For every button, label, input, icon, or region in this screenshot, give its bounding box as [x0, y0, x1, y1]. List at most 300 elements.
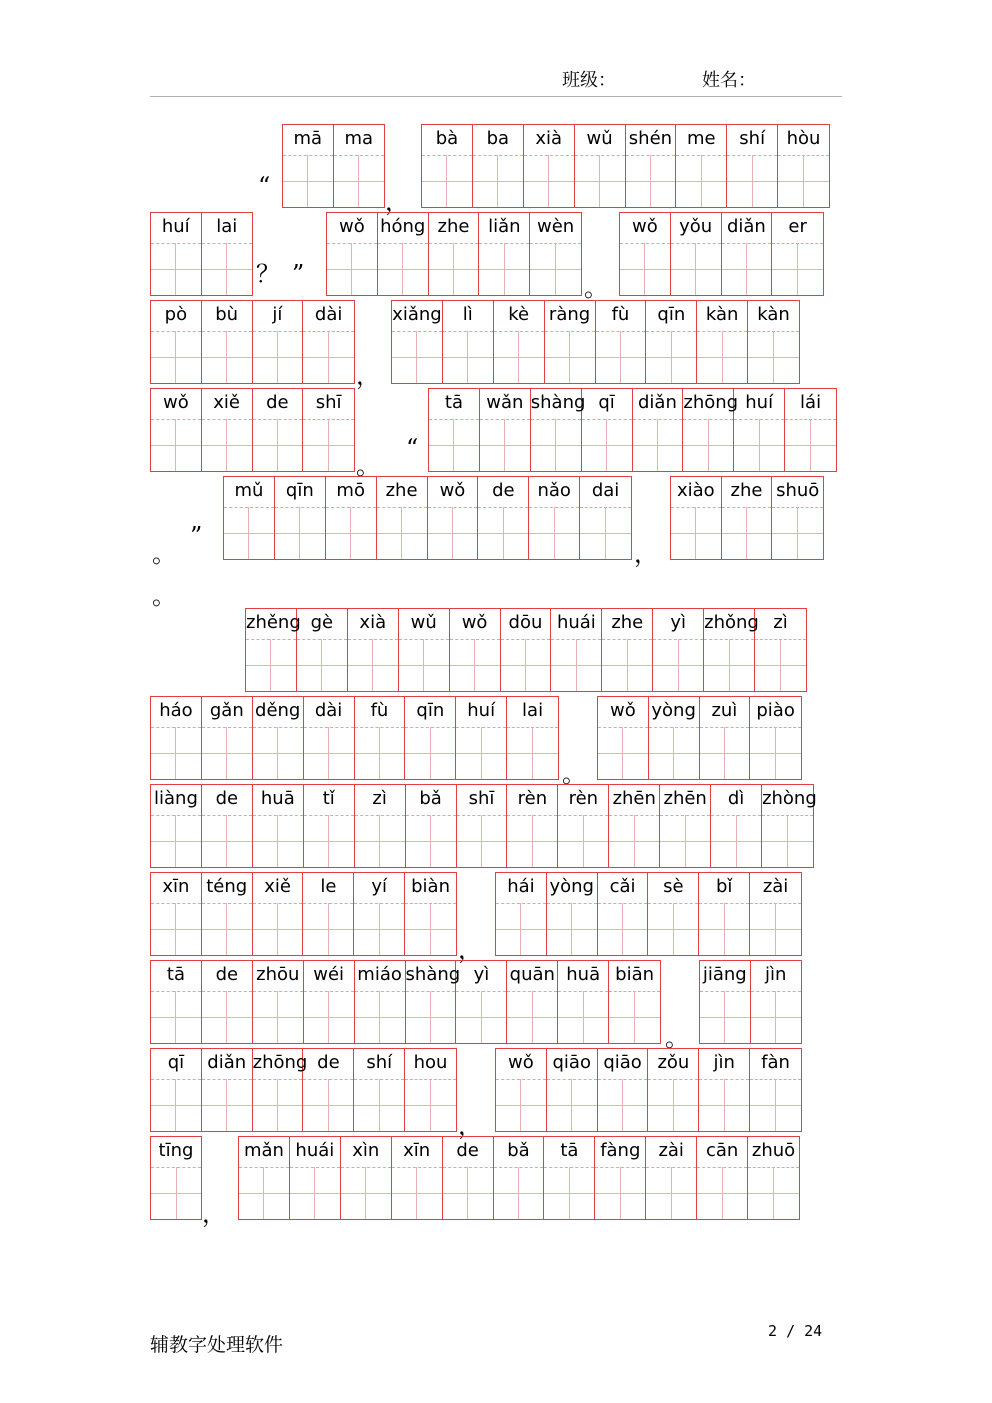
writing-grid-group — [391, 300, 800, 384]
character-cell[interactable] — [304, 697, 355, 779]
tian-zi-writing-box[interactable] — [699, 903, 749, 955]
tian-zi-writing-box[interactable] — [422, 155, 472, 207]
tian-zi-writing-box[interactable] — [547, 903, 597, 955]
character-cell[interactable] — [399, 609, 450, 691]
tian-zi-writing-box[interactable] — [202, 419, 252, 471]
character-cell[interactable] — [327, 213, 378, 295]
character-cell[interactable] — [496, 1049, 547, 1131]
pinyin-label: qiāo — [598, 1049, 648, 1080]
character-cell[interactable] — [558, 961, 609, 1043]
character-cell[interactable] — [722, 477, 773, 559]
tian-zi-writing-box[interactable] — [253, 1079, 303, 1131]
character-cell[interactable] — [751, 961, 802, 1043]
character-cell[interactable] — [609, 785, 660, 867]
character-cell[interactable] — [443, 1137, 494, 1219]
character-cell[interactable] — [239, 1137, 290, 1219]
character-cell[interactable] — [392, 1137, 443, 1219]
tian-zi-writing-box[interactable] — [253, 815, 303, 867]
tian-zi-writing-box[interactable] — [545, 331, 595, 383]
character-cell[interactable] — [355, 785, 406, 867]
tian-zi-writing-box[interactable] — [392, 1167, 442, 1219]
tian-zi-writing-box[interactable] — [671, 507, 721, 559]
character-cell[interactable] — [660, 785, 711, 867]
character-cell[interactable] — [450, 609, 501, 691]
character-cell[interactable] — [253, 389, 304, 471]
character-cell[interactable] — [683, 389, 739, 471]
character-cell[interactable] — [762, 785, 817, 867]
tian-zi-writing-box[interactable] — [457, 815, 507, 867]
writing-grid-group — [150, 784, 817, 868]
pinyin-label: zhěng — [246, 609, 296, 640]
character-cell[interactable] — [734, 389, 785, 471]
tian-zi-writing-box[interactable] — [151, 1079, 201, 1131]
tian-zi-writing-box[interactable] — [649, 727, 699, 779]
tian-zi-writing-box[interactable] — [558, 815, 608, 867]
character-cell[interactable] — [303, 389, 354, 471]
character-cell[interactable] — [355, 961, 406, 1043]
pinyin-label: mō — [326, 477, 376, 508]
character-cell[interactable] — [697, 301, 748, 383]
tian-zi-writing-box[interactable] — [598, 1079, 648, 1131]
character-cell[interactable] — [544, 1137, 595, 1219]
character-cell[interactable] — [648, 873, 699, 955]
character-cell[interactable] — [151, 785, 202, 867]
character-cell[interactable] — [405, 697, 456, 779]
character-cell[interactable] — [750, 697, 801, 779]
tian-zi-writing-box[interactable] — [456, 991, 506, 1043]
tian-zi-writing-box[interactable] — [202, 991, 252, 1043]
character-cell[interactable] — [575, 125, 626, 207]
character-cell[interactable] — [355, 697, 406, 779]
tian-zi-writing-box[interactable] — [429, 243, 479, 295]
tian-zi-writing-box[interactable] — [405, 903, 456, 955]
character-cell[interactable] — [595, 1137, 646, 1219]
character-cell[interactable] — [354, 873, 405, 955]
pinyin-label: yì — [653, 609, 703, 640]
character-cell[interactable] — [304, 785, 355, 867]
character-cell[interactable] — [598, 697, 649, 779]
tian-zi-writing-box[interactable] — [405, 1079, 456, 1131]
tian-zi-writing-box[interactable] — [456, 727, 506, 779]
character-cell[interactable] — [354, 1049, 405, 1131]
character-cell[interactable] — [649, 697, 700, 779]
character-cell[interactable] — [202, 785, 253, 867]
tian-zi-writing-box[interactable] — [734, 419, 784, 471]
character-cell[interactable] — [283, 125, 334, 207]
tian-zi-writing-box[interactable] — [648, 1079, 698, 1131]
tian-zi-writing-box[interactable] — [151, 331, 201, 383]
character-cell[interactable] — [151, 1137, 201, 1219]
tian-zi-writing-box[interactable] — [496, 1079, 546, 1131]
tian-zi-writing-box[interactable] — [341, 1167, 391, 1219]
tian-zi-writing-box[interactable] — [595, 1167, 645, 1219]
tian-zi-writing-box[interactable] — [151, 815, 201, 867]
tian-zi-writing-box[interactable] — [202, 1079, 252, 1131]
tian-zi-writing-box[interactable] — [711, 815, 761, 867]
character-cell[interactable] — [246, 609, 301, 691]
tian-zi-writing-box[interactable] — [253, 991, 303, 1043]
character-cell[interactable] — [772, 213, 823, 295]
tian-zi-writing-box[interactable] — [722, 507, 772, 559]
character-cell[interactable] — [457, 785, 508, 867]
tian-zi-writing-box[interactable] — [450, 639, 500, 691]
character-cell[interactable] — [275, 477, 326, 559]
character-cell[interactable] — [648, 1049, 699, 1131]
character-cell[interactable] — [443, 301, 494, 383]
tian-zi-writing-box[interactable] — [772, 507, 823, 559]
character-cell[interactable] — [151, 213, 202, 295]
character-cell[interactable] — [748, 301, 799, 383]
character-cell[interactable] — [620, 213, 671, 295]
character-cell[interactable] — [151, 301, 202, 383]
character-cell[interactable] — [547, 873, 598, 955]
character-cell[interactable] — [558, 785, 609, 867]
tian-zi-writing-box[interactable] — [399, 639, 449, 691]
tian-zi-writing-box[interactable] — [297, 639, 347, 691]
character-cell[interactable] — [480, 389, 531, 471]
character-cell[interactable] — [598, 1049, 649, 1131]
character-cell[interactable] — [202, 697, 253, 779]
character-cell[interactable] — [405, 961, 461, 1043]
character-cell[interactable] — [582, 389, 633, 471]
tian-zi-writing-box[interactable] — [722, 243, 772, 295]
tian-zi-writing-box[interactable] — [202, 903, 252, 955]
character-cell[interactable] — [772, 477, 823, 559]
character-cell[interactable] — [602, 609, 653, 691]
character-cell[interactable] — [750, 873, 801, 955]
tian-zi-writing-box[interactable] — [699, 1079, 749, 1131]
tian-zi-writing-box[interactable] — [253, 331, 303, 383]
tian-zi-writing-box[interactable] — [653, 639, 703, 691]
tian-zi-writing-box[interactable] — [354, 903, 404, 955]
character-cell[interactable] — [545, 301, 596, 383]
character-cell[interactable] — [429, 389, 480, 471]
character-cell[interactable] — [507, 785, 558, 867]
tian-zi-writing-box[interactable] — [253, 727, 303, 779]
tian-zi-writing-box[interactable] — [544, 1167, 594, 1219]
character-cell[interactable] — [253, 697, 304, 779]
character-cell[interactable] — [700, 961, 751, 1043]
character-cell[interactable] — [530, 389, 586, 471]
character-cell[interactable] — [429, 213, 480, 295]
character-cell[interactable] — [456, 961, 507, 1043]
tian-zi-writing-box[interactable] — [443, 331, 493, 383]
character-cell[interactable] — [551, 609, 602, 691]
character-cell[interactable] — [750, 1049, 801, 1131]
character-cell[interactable] — [496, 873, 547, 955]
character-cell[interactable] — [253, 961, 304, 1043]
tian-zi-writing-box[interactable] — [304, 727, 354, 779]
tian-zi-writing-box[interactable] — [392, 331, 442, 383]
pinyin-label: yǒu — [671, 213, 721, 244]
tian-zi-writing-box[interactable] — [202, 727, 252, 779]
character-cell[interactable] — [646, 1137, 697, 1219]
tian-zi-writing-box[interactable] — [334, 155, 385, 207]
character-cell[interactable] — [303, 873, 354, 955]
character-cell[interactable] — [547, 1049, 598, 1131]
tian-zi-writing-box[interactable] — [473, 155, 523, 207]
character-cell[interactable] — [704, 609, 759, 691]
tian-zi-writing-box[interactable] — [378, 243, 428, 295]
character-cell[interactable] — [530, 213, 581, 295]
tian-zi-writing-box[interactable] — [253, 903, 303, 955]
tian-zi-writing-box[interactable] — [326, 507, 376, 559]
character-cell[interactable] — [711, 785, 762, 867]
tian-zi-writing-box[interactable] — [609, 815, 659, 867]
tian-zi-writing-box[interactable] — [620, 243, 670, 295]
tian-zi-writing-box[interactable] — [443, 1167, 493, 1219]
tian-zi-writing-box[interactable] — [750, 903, 801, 955]
pinyin-label: lái — [785, 389, 836, 420]
tian-zi-writing-box[interactable] — [377, 507, 427, 559]
pinyin-label: zǒu — [648, 1049, 698, 1080]
tian-zi-writing-box[interactable] — [428, 507, 478, 559]
tian-zi-writing-box[interactable] — [355, 727, 405, 779]
tian-zi-writing-box[interactable] — [239, 1167, 289, 1219]
tian-zi-writing-box[interactable] — [748, 1167, 799, 1219]
character-cell[interactable] — [202, 389, 253, 471]
tian-zi-writing-box[interactable] — [202, 243, 253, 295]
tian-zi-writing-box[interactable] — [598, 903, 648, 955]
character-cell[interactable] — [405, 873, 456, 955]
tian-zi-writing-box[interactable] — [405, 727, 455, 779]
character-cell[interactable] — [304, 961, 355, 1043]
tian-zi-writing-box[interactable] — [524, 155, 574, 207]
character-cell[interactable] — [478, 477, 529, 559]
character-cell[interactable] — [671, 477, 722, 559]
tian-zi-writing-box[interactable] — [303, 1079, 353, 1131]
tian-zi-writing-box[interactable] — [303, 331, 354, 383]
tian-zi-writing-box[interactable] — [727, 155, 777, 207]
character-cell[interactable] — [253, 785, 304, 867]
tian-zi-writing-box[interactable] — [529, 507, 579, 559]
tian-zi-writing-box[interactable] — [151, 1167, 201, 1219]
tian-zi-writing-box[interactable] — [530, 243, 581, 295]
tian-zi-writing-box[interactable] — [575, 155, 625, 207]
writing-grid-group — [619, 212, 824, 296]
character-cell[interactable] — [392, 301, 443, 383]
character-cell[interactable] — [494, 301, 545, 383]
tian-zi-writing-box[interactable] — [151, 243, 201, 295]
tian-zi-writing-box[interactable] — [501, 639, 551, 691]
tian-zi-writing-box[interactable] — [494, 1167, 544, 1219]
tian-zi-writing-box[interactable] — [406, 991, 456, 1043]
character-cell[interactable] — [297, 609, 348, 691]
tian-zi-writing-box[interactable] — [494, 331, 544, 383]
tian-zi-writing-box[interactable] — [750, 727, 801, 779]
character-cell[interactable] — [653, 609, 704, 691]
tian-zi-writing-box[interactable] — [748, 331, 799, 383]
character-cell[interactable] — [151, 389, 202, 471]
tian-zi-writing-box[interactable] — [646, 331, 696, 383]
tian-zi-writing-box[interactable] — [151, 727, 201, 779]
character-cell[interactable] — [778, 125, 829, 207]
tian-zi-writing-box[interactable] — [633, 419, 683, 471]
character-cell[interactable] — [501, 609, 552, 691]
character-cell[interactable] — [378, 213, 429, 295]
character-cell[interactable] — [151, 873, 202, 955]
tian-zi-writing-box[interactable] — [507, 727, 558, 779]
character-cell[interactable] — [529, 477, 580, 559]
tian-zi-writing-box[interactable] — [246, 639, 296, 691]
tian-zi-writing-box[interactable] — [551, 639, 601, 691]
character-cell[interactable] — [326, 477, 377, 559]
tian-zi-writing-box[interactable] — [700, 727, 750, 779]
character-cell[interactable] — [722, 213, 773, 295]
tian-zi-writing-box[interactable] — [646, 1167, 696, 1219]
tian-zi-writing-box[interactable] — [697, 331, 747, 383]
tian-zi-writing-box[interactable] — [558, 991, 608, 1043]
character-cell[interactable] — [334, 125, 385, 207]
tian-zi-writing-box[interactable] — [547, 1079, 597, 1131]
tian-zi-writing-box[interactable] — [626, 155, 676, 207]
character-cell[interactable] — [507, 961, 558, 1043]
tian-zi-writing-box[interactable] — [602, 639, 652, 691]
character-cell[interactable] — [253, 873, 304, 955]
character-cell[interactable] — [609, 961, 660, 1043]
tian-zi-writing-box[interactable] — [697, 1167, 747, 1219]
character-cell[interactable] — [422, 125, 473, 207]
character-cell[interactable] — [303, 1049, 354, 1131]
tian-zi-writing-box[interactable] — [762, 815, 813, 867]
tian-zi-writing-box[interactable] — [202, 815, 252, 867]
character-cell[interactable] — [456, 697, 507, 779]
character-cell[interactable] — [700, 697, 751, 779]
pinyin-label: shí — [354, 1049, 404, 1080]
writing-grid-group — [699, 960, 802, 1044]
tian-zi-writing-box[interactable] — [253, 419, 303, 471]
tian-zi-writing-box[interactable] — [676, 155, 726, 207]
character-cell[interactable] — [479, 213, 530, 295]
character-cell[interactable] — [633, 389, 684, 471]
tian-zi-writing-box[interactable] — [785, 419, 836, 471]
writing-grid-group — [150, 960, 661, 1044]
tian-zi-writing-box[interactable] — [704, 639, 754, 691]
tian-zi-writing-box[interactable] — [275, 507, 325, 559]
pinyin-label: le — [303, 873, 353, 904]
character-cell[interactable] — [598, 873, 649, 955]
pinyin-label: fù — [355, 697, 405, 728]
tian-zi-writing-box[interactable] — [750, 1079, 801, 1131]
tian-zi-writing-box[interactable] — [283, 155, 333, 207]
tian-zi-writing-box[interactable] — [303, 419, 354, 471]
tian-zi-writing-box[interactable] — [429, 419, 479, 471]
character-cell[interactable] — [202, 213, 253, 295]
tian-zi-writing-box[interactable] — [671, 243, 721, 295]
tian-zi-writing-box[interactable] — [496, 903, 546, 955]
tian-zi-writing-box[interactable] — [751, 991, 802, 1043]
character-cell[interactable] — [524, 125, 575, 207]
character-cell[interactable] — [428, 477, 479, 559]
character-cell[interactable] — [202, 961, 253, 1043]
pinyin-label: biān — [609, 961, 660, 992]
character-cell[interactable] — [626, 125, 677, 207]
character-cell[interactable] — [253, 301, 304, 383]
pinyin-label: wǔ — [575, 125, 625, 156]
tian-zi-writing-box[interactable] — [507, 991, 557, 1043]
character-cell[interactable] — [699, 873, 750, 955]
tian-zi-writing-box[interactable] — [609, 991, 660, 1043]
tian-zi-writing-box[interactable] — [580, 507, 631, 559]
character-cell[interactable] — [377, 477, 428, 559]
character-cell[interactable] — [676, 125, 727, 207]
character-cell[interactable] — [341, 1137, 392, 1219]
character-cell[interactable] — [405, 1049, 456, 1131]
tian-zi-writing-box[interactable] — [480, 419, 530, 471]
pinyin-label: xià — [348, 609, 398, 640]
character-cell[interactable] — [507, 697, 558, 779]
tian-zi-writing-box[interactable] — [660, 815, 710, 867]
character-cell[interactable] — [697, 1137, 748, 1219]
tian-zi-writing-box[interactable] — [582, 419, 632, 471]
character-cell[interactable] — [406, 785, 457, 867]
character-cell[interactable] — [748, 1137, 799, 1219]
tian-zi-writing-box[interactable] — [598, 727, 648, 779]
character-cell[interactable] — [580, 477, 631, 559]
character-cell[interactable] — [699, 1049, 750, 1131]
character-cell[interactable] — [252, 1049, 308, 1131]
tian-zi-writing-box[interactable] — [290, 1167, 340, 1219]
character-cell[interactable] — [290, 1137, 341, 1219]
character-cell[interactable] — [151, 961, 202, 1043]
tian-zi-writing-box[interactable] — [700, 991, 750, 1043]
character-cell[interactable] — [473, 125, 524, 207]
tian-zi-writing-box[interactable] — [355, 815, 405, 867]
tian-zi-writing-box[interactable] — [778, 155, 829, 207]
character-cell[interactable] — [202, 1049, 253, 1131]
character-cell[interactable] — [671, 213, 722, 295]
tian-zi-writing-box[interactable] — [478, 507, 528, 559]
tian-zi-writing-box[interactable] — [406, 815, 456, 867]
character-cell[interactable] — [785, 389, 836, 471]
tian-zi-writing-box[interactable] — [327, 243, 377, 295]
character-cell[interactable] — [727, 125, 778, 207]
tian-zi-writing-box[interactable] — [151, 903, 201, 955]
tian-zi-writing-box[interactable] — [683, 419, 733, 471]
character-cell[interactable] — [494, 1137, 545, 1219]
tian-zi-writing-box[interactable] — [202, 331, 252, 383]
tian-zi-writing-box[interactable] — [151, 419, 201, 471]
tian-zi-writing-box[interactable] — [507, 815, 557, 867]
tian-zi-writing-box[interactable] — [354, 1079, 404, 1131]
tian-zi-writing-box[interactable] — [304, 815, 354, 867]
tian-zi-writing-box[interactable] — [304, 991, 354, 1043]
character-cell[interactable] — [151, 1049, 202, 1131]
character-cell[interactable] — [755, 609, 806, 691]
tian-zi-writing-box[interactable] — [479, 243, 529, 295]
tian-zi-writing-box[interactable] — [224, 507, 274, 559]
character-cell[interactable] — [646, 301, 697, 383]
tian-zi-writing-box[interactable] — [531, 419, 581, 471]
tian-zi-writing-box[interactable] — [348, 639, 398, 691]
tian-zi-writing-box[interactable] — [596, 331, 646, 383]
tian-zi-writing-box[interactable] — [303, 903, 353, 955]
character-cell[interactable] — [202, 301, 253, 383]
character-cell[interactable] — [224, 477, 275, 559]
tian-zi-writing-box[interactable] — [755, 639, 806, 691]
character-cell[interactable] — [348, 609, 399, 691]
tian-zi-writing-box[interactable] — [772, 243, 823, 295]
character-cell[interactable] — [202, 873, 253, 955]
pinyin-label: de — [303, 1049, 353, 1080]
character-cell[interactable] — [303, 301, 354, 383]
tian-zi-writing-box[interactable] — [151, 991, 201, 1043]
character-cell[interactable] — [151, 697, 202, 779]
tian-zi-writing-box[interactable] — [648, 903, 698, 955]
punctuation-mark: ， — [356, 362, 380, 390]
character-cell[interactable] — [596, 301, 647, 383]
tian-zi-writing-box[interactable] — [355, 991, 405, 1043]
